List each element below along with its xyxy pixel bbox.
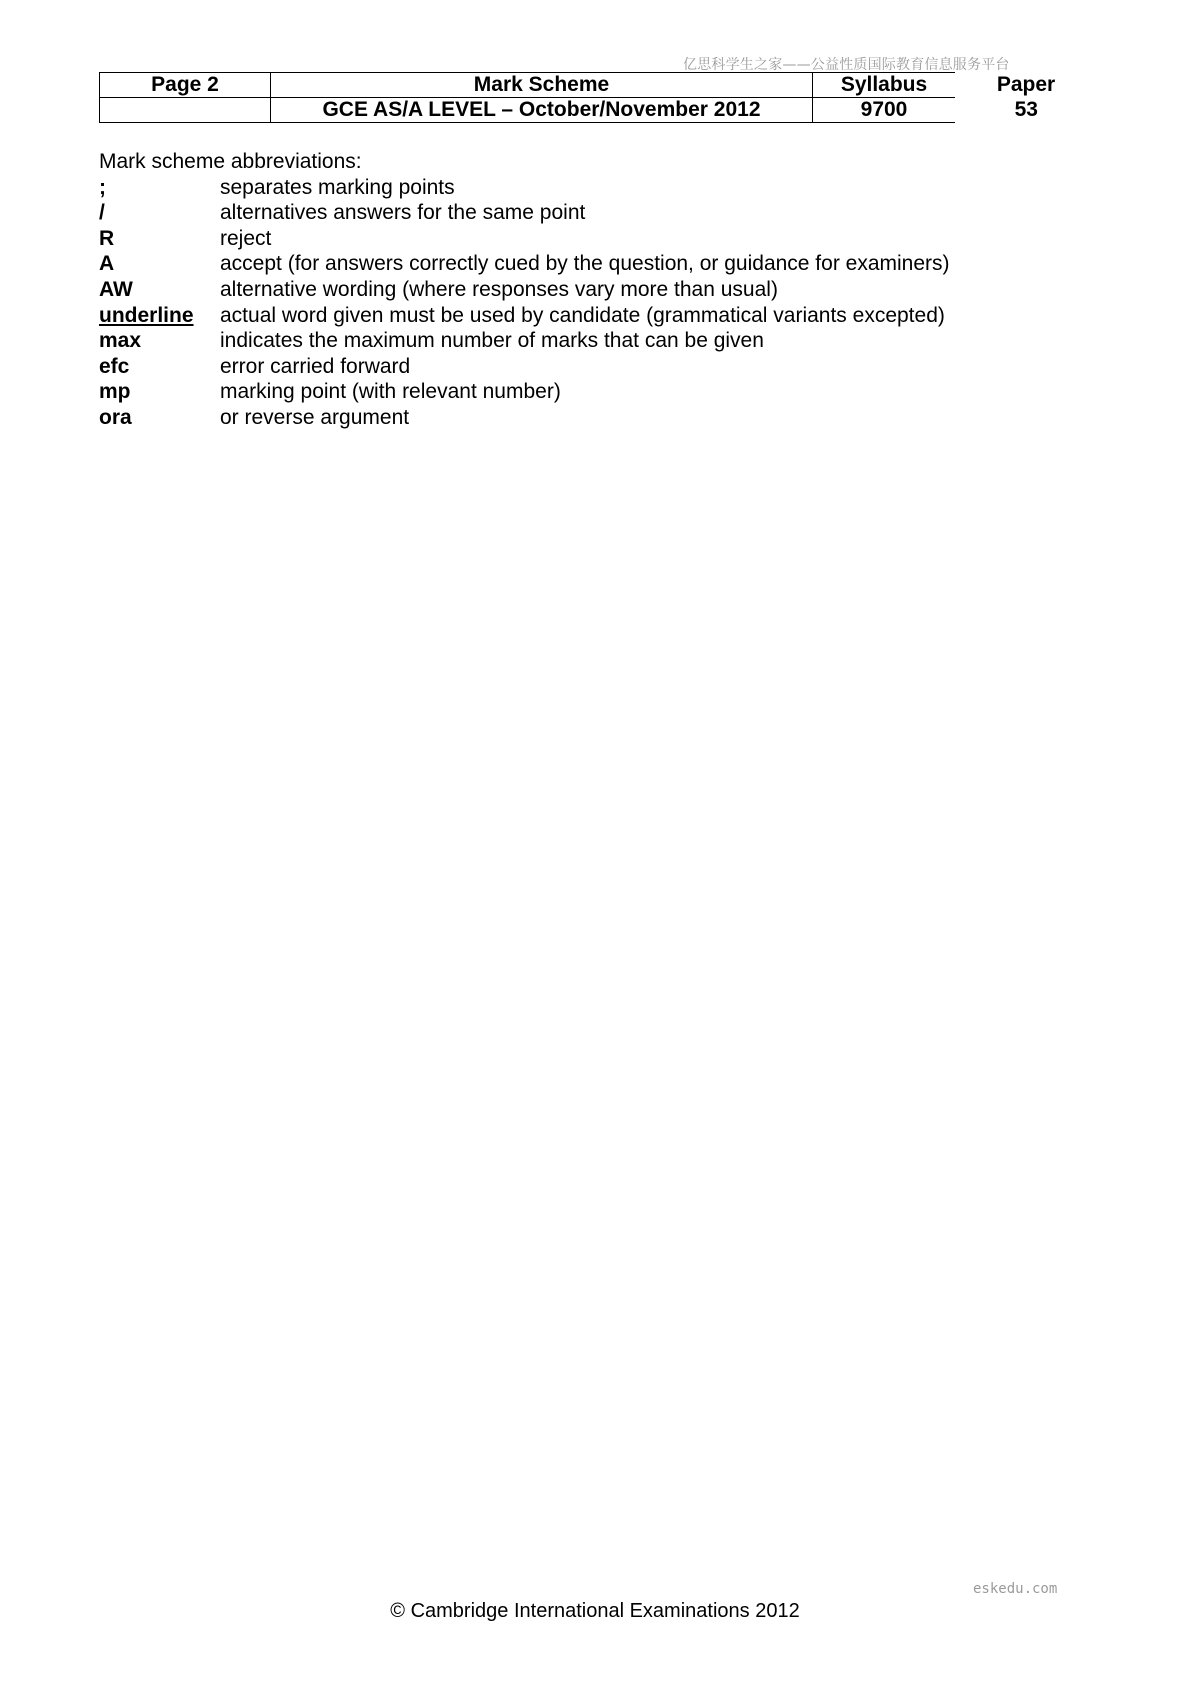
abbreviation-term: / [99, 201, 105, 225]
abbreviation-definition: separates marking points [220, 175, 455, 199]
abbreviation-definition: reject [220, 226, 272, 250]
abbreviation-term: ; [99, 175, 106, 199]
watermark-top-text: 亿思科学生之家——公益性质国际教育信息服务平台 [683, 57, 1010, 73]
copyright-footer: © Cambridge International Examinations 2012 [390, 1600, 800, 1622]
syllabus-code: 9700 [813, 98, 956, 123]
abbreviation-row [99, 175, 950, 201]
abbreviation-row [99, 405, 950, 431]
abbreviation-term: efc [99, 354, 130, 378]
abbreviation-term: underline [99, 303, 194, 327]
abbreviation-definition: error carried forward [220, 354, 411, 378]
abbreviations-intro: Mark scheme abbreviations: [99, 150, 362, 173]
abbreviation-definition: marking point (with relevant number) [220, 380, 561, 404]
abbreviation-term: max [99, 329, 142, 353]
abbreviation-row [99, 200, 950, 226]
abbreviation-term: AW [99, 277, 133, 301]
paper-number: 53 [1014, 98, 1038, 121]
abbreviation-definition: actual word given must be used by candidate (grammatical variants excepted) [220, 303, 945, 327]
header-row-bottom [100, 98, 1098, 123]
abbreviation-definition: indicates the maximum number of marks that can be given [220, 329, 764, 353]
abbreviation-row [99, 226, 950, 252]
abbreviation-definition: alternatives answers for the same point [220, 201, 586, 225]
abbreviation-row [99, 379, 950, 405]
abbreviation-definition: alternative wording (where responses vary more than usual) [220, 277, 778, 301]
paper-label: Paper [996, 73, 1056, 96]
abbreviation-row [99, 277, 950, 303]
header-table [99, 72, 1098, 123]
abbreviation-definition: accept (for answers correctly cued by the question, or guidance for examiners) [220, 252, 950, 276]
abbreviation-term: ora [99, 405, 132, 429]
abbreviation-term: R [99, 226, 115, 250]
abbreviation-row [99, 303, 950, 329]
syllabus-label: Syllabus [813, 73, 956, 98]
document-title: Mark Scheme [271, 73, 813, 98]
page-blank-cell [100, 98, 271, 123]
abbreviation-term: mp [99, 380, 131, 404]
watermark-bottom-text: eskedu.com [973, 1581, 1058, 1597]
exam-session: GCE AS/A LEVEL – October/November 2012 [271, 98, 813, 123]
abbreviation-term: A [99, 252, 115, 276]
abbreviation-row [99, 251, 950, 277]
page-number: Page 2 [100, 73, 271, 98]
abbreviation-row [99, 328, 950, 354]
header-row-top [100, 73, 1098, 98]
abbreviation-row [99, 354, 950, 380]
abbreviations-section [99, 149, 950, 431]
abbreviation-definition: or reverse argument [220, 405, 410, 429]
